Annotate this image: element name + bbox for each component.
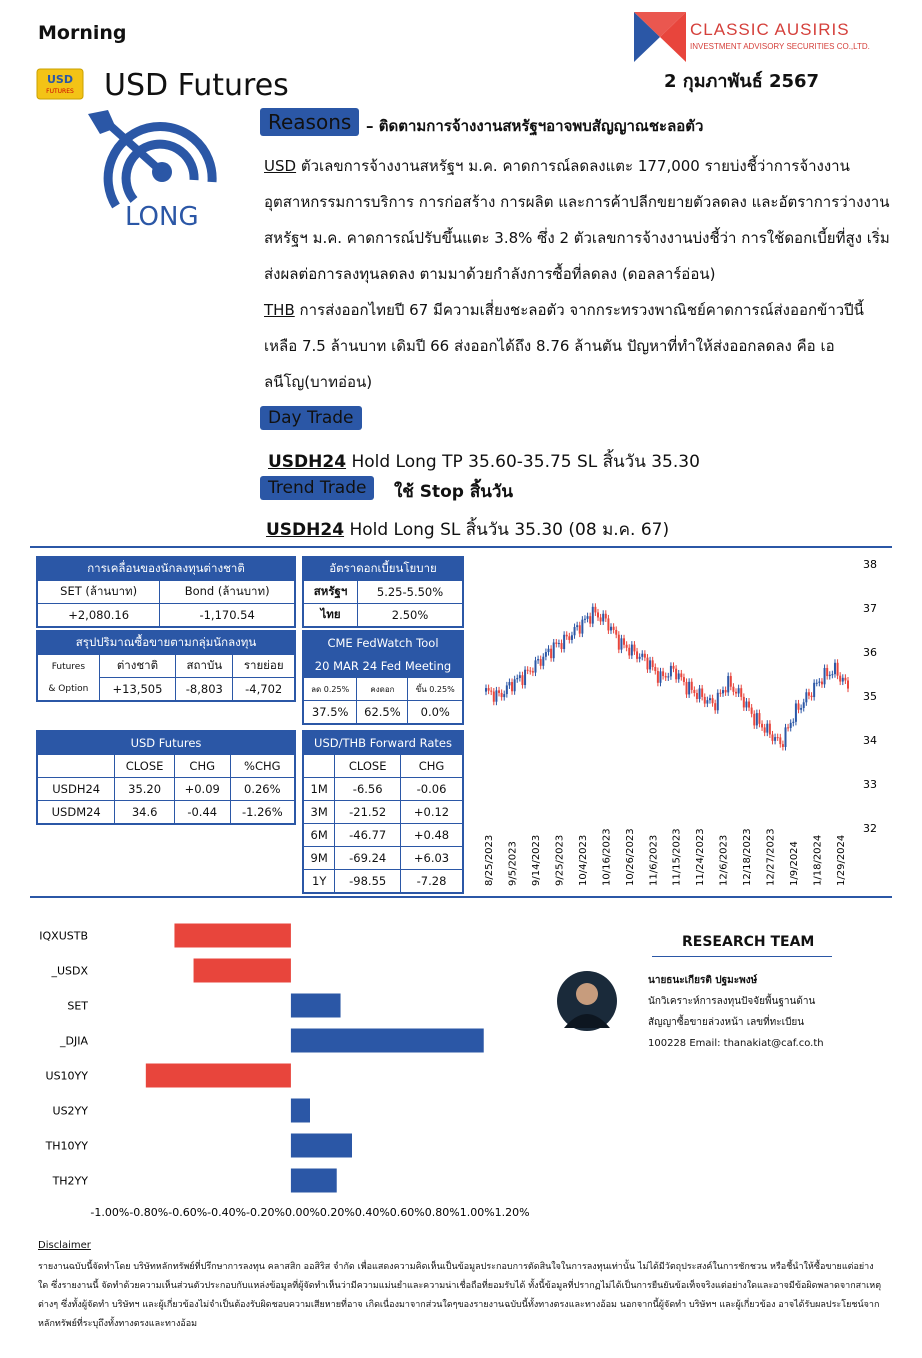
candle-body	[706, 700, 708, 703]
candle-body	[571, 635, 573, 640]
bar	[291, 994, 341, 1018]
candle-body	[553, 642, 555, 658]
session-label: Morning	[38, 22, 127, 44]
tenor-cell: 3M	[303, 801, 335, 824]
candle-body	[686, 682, 688, 694]
candle-body	[844, 678, 846, 681]
x-tick-label: 10/16/2023	[601, 828, 613, 886]
x-tick-label: 1/9/2024	[789, 841, 801, 886]
candle-body	[550, 649, 552, 658]
candle-body	[680, 673, 682, 677]
report-date: 2 กุมภาพันธ์ 2567	[664, 71, 820, 92]
investor-summary-title: สรุปปริมาณซื้อขายตามกลุ่มนักลงทุน	[37, 631, 295, 655]
fedwatch-table	[302, 630, 464, 725]
candle-body	[691, 682, 693, 690]
candle-body	[730, 676, 732, 687]
candle-body	[610, 627, 612, 631]
reasons-headline: – ติดตามการจ้างงานสหรัฐฯอาจพบสัญญาณชะลอตัว	[366, 117, 704, 135]
signal-label: LONG	[125, 202, 199, 232]
candle-body	[600, 617, 602, 621]
candle-body	[485, 688, 487, 692]
candle-body	[654, 667, 656, 671]
candle-body	[719, 693, 721, 694]
day-trade-symbol: USDH24	[268, 452, 347, 472]
close-cell: -98.55	[335, 870, 401, 894]
bar	[291, 1134, 352, 1158]
candle-body	[670, 666, 672, 676]
fedwatch-subtitle: 20 MAR 24 Fed Meeting	[303, 655, 463, 678]
header-cell: CHG	[401, 755, 463, 778]
category-label: US2YY	[52, 1104, 88, 1118]
candle-body	[725, 690, 727, 692]
header-cell: Bond (ล้านบาท)	[160, 581, 295, 604]
candle-body	[581, 620, 583, 634]
candle-body	[714, 703, 716, 710]
brand-name: CLASSIC AUSIRIS	[690, 20, 850, 39]
candle-body	[829, 675, 831, 676]
candle-body	[766, 724, 768, 733]
candle-body	[633, 645, 635, 652]
candle-body	[717, 693, 719, 710]
candle-body	[834, 663, 836, 674]
candle-body	[758, 713, 760, 724]
candle-body	[561, 643, 563, 649]
candle-body	[623, 638, 625, 644]
value-cell: -4,702	[233, 678, 295, 702]
day-trade-pill: Day Trade	[260, 406, 362, 430]
policy-rate-table	[302, 556, 464, 628]
chg-cell: +6.03	[401, 847, 463, 870]
candle-body	[542, 657, 544, 666]
x-tick-label: 1/29/2024	[836, 834, 847, 886]
analyst-line: สัญญาซื้อขายล่วงหน้า เลขที่ทะเบียน	[648, 1017, 805, 1028]
candle-body	[831, 674, 833, 675]
candle-body	[506, 685, 508, 694]
divider	[30, 896, 892, 898]
pchg-cell: -1.26%	[230, 801, 295, 825]
candle-body	[592, 607, 594, 624]
x-tick-label: 1/18/2024	[812, 834, 824, 886]
y-tick-label: 38	[863, 558, 877, 571]
candle-body	[712, 698, 714, 703]
header-cell: ลด 0.25%	[303, 678, 357, 701]
y-tick-label: 33	[863, 778, 877, 791]
x-tick-label: 11/24/2023	[695, 828, 707, 886]
x-tick-label: 10/4/2023	[577, 834, 589, 886]
market-change-bar-chart	[30, 912, 550, 1222]
header-cell: คงดอก	[357, 678, 408, 701]
x-tick-label: 10/26/2023	[624, 828, 636, 886]
candle-body	[792, 722, 794, 723]
candle-body	[693, 690, 695, 693]
candle-body	[652, 660, 654, 667]
candle-body	[782, 744, 784, 747]
candle-body	[657, 671, 659, 683]
candle-body	[784, 727, 786, 747]
candle-body	[837, 663, 839, 676]
candle-body	[769, 724, 771, 735]
candle-body	[579, 625, 581, 633]
close-cell: -69.24	[335, 847, 401, 870]
candle-body	[667, 676, 669, 677]
y-tick-label: 36	[863, 646, 877, 659]
candle-body	[699, 688, 701, 698]
x-tick-label: 9/14/2023	[530, 834, 542, 886]
bar	[291, 1169, 337, 1193]
candle-body	[735, 692, 737, 694]
logo-text: USD	[47, 73, 73, 86]
x-tick-label: 9/25/2023	[554, 834, 566, 886]
candle-body	[753, 714, 755, 726]
candle-body	[738, 688, 740, 693]
candle-body	[615, 630, 617, 635]
candle-body	[495, 690, 497, 701]
usd-futures-title: USD Futures	[37, 731, 295, 755]
disclaimer-heading: Disclaimer	[38, 1240, 91, 1251]
usd-candlestick-chart	[478, 552, 888, 892]
candle-body	[824, 668, 826, 684]
category-label: IQXUSTB	[39, 929, 88, 943]
bar	[146, 1064, 291, 1088]
candle-body	[761, 724, 763, 728]
header-cell: %CHG	[230, 755, 295, 778]
chg-cell: +0.09	[174, 778, 230, 801]
candle-body	[800, 708, 802, 710]
candle-body	[607, 618, 609, 630]
candle-body	[534, 660, 536, 672]
x-tick-label: 11/6/2023	[648, 834, 660, 886]
day-trade-line	[268, 448, 700, 475]
candle-body	[519, 675, 521, 678]
candle-body	[527, 670, 529, 671]
candle-body	[704, 697, 706, 704]
candle-body	[631, 645, 633, 656]
brand-logo-icon	[634, 12, 686, 62]
candle-body	[628, 648, 630, 656]
page-title: USD Futures	[104, 68, 289, 103]
header-cell: ขึ้น 0.25%	[408, 678, 463, 701]
x-tick-label: 12/18/2023	[742, 828, 754, 886]
candle-body	[587, 616, 589, 619]
usd-label: USD	[264, 157, 297, 175]
candle-body	[639, 657, 641, 659]
candle-body	[665, 676, 667, 677]
candle-body	[649, 660, 651, 669]
trend-trade-line	[266, 516, 669, 543]
y-tick-label: 32	[863, 822, 877, 835]
header-cell: CLOSE	[115, 755, 174, 778]
divider	[30, 546, 892, 548]
candle-body	[574, 627, 576, 635]
candle-body	[732, 687, 734, 692]
candle-body	[548, 649, 550, 652]
value-cell: -1,170.54	[160, 604, 295, 628]
candle-body	[842, 678, 844, 682]
candle-body	[594, 607, 596, 613]
candle-body	[847, 681, 849, 689]
close-cell: -21.52	[335, 801, 401, 824]
forward-rates-title: USD/THB Forward Rates	[303, 731, 463, 755]
value-cell: 62.5%	[357, 701, 408, 725]
category-label: US10YY	[45, 1069, 88, 1083]
candle-body	[696, 693, 698, 699]
rate-cell: 5.25-5.50%	[358, 581, 463, 604]
tenor-cell: 1Y	[303, 870, 335, 894]
analyst-email: 100228 Email: thanakiat@caf.co.th	[648, 1038, 824, 1049]
value-cell: +13,505	[99, 678, 175, 702]
candle-body	[709, 698, 711, 700]
candle-body	[751, 708, 753, 714]
forward-rates-table	[302, 730, 464, 894]
candle-body	[764, 727, 766, 732]
category-label: TH2YY	[52, 1174, 88, 1188]
header-cell: SET (ล้านบาท)	[37, 581, 160, 604]
header-cell: CHG	[174, 755, 230, 778]
candle-body	[532, 671, 534, 672]
chg-cell: +0.12	[401, 801, 463, 824]
logo-sub: FUTURES	[46, 88, 74, 95]
candle-body	[488, 688, 490, 691]
candle-body	[678, 673, 680, 679]
candle-body	[620, 638, 622, 649]
y-tick-label: 37	[863, 602, 877, 615]
candle-body	[545, 652, 547, 657]
candle-body	[771, 734, 773, 740]
bar	[194, 959, 291, 983]
candle-body	[529, 671, 531, 672]
candle-body	[576, 625, 578, 627]
category-label: TH10YY	[45, 1139, 88, 1153]
candle-body	[821, 682, 823, 685]
candle-body	[659, 671, 661, 682]
candle-body	[503, 694, 505, 697]
candle-body	[626, 645, 628, 648]
analyst-avatar	[556, 970, 618, 1032]
usd-futures-table	[36, 730, 296, 825]
candle-body	[683, 677, 685, 682]
pchg-cell: 0.26%	[230, 778, 295, 801]
candle-body	[646, 658, 648, 670]
research-team-title: RESEARCH TEAM	[682, 934, 815, 950]
category-label: SET	[67, 999, 88, 1013]
candle-body	[727, 676, 729, 692]
candle-body	[779, 737, 781, 744]
candle-body	[566, 635, 568, 637]
thb-label: THB	[264, 301, 295, 319]
candle-body	[589, 616, 591, 623]
country-cell: ไทย	[303, 604, 358, 628]
close-cell: 35.20	[115, 778, 174, 801]
trend-trade-pill: Trend Trade	[260, 476, 374, 500]
candle-body	[537, 659, 539, 660]
analyst-name: นายธนะเกียรติ ปฐมะพงษ์	[648, 975, 758, 986]
trend-trade-stop: ใช้ Stop สิ้นวัน	[394, 482, 514, 502]
day-trade-text: Hold Long TP 35.60-35.75 SL สิ้นวัน 35.30	[346, 452, 700, 472]
chg-cell: -0.44	[174, 801, 230, 825]
y-tick-label: 35	[863, 690, 877, 703]
rate-cell: 2.50%	[358, 604, 463, 628]
policy-rate-title: อัตราดอกเบี้ยนโยบาย	[303, 557, 463, 581]
disclaimer-text: รายงานฉบับนี้จัดทำโดย บริษัทหลักทรัพย์ที่ปรึกษาการลงทุน คลาสสิก ออสิริส จำกัด เพื่อแสดงความคิดเห็นเป็นข้อมูลประกอบการตัดสินใจในการลงทุนเท่านั้น ไม่ได้มีวัตถุประสงค์ในการชักชวน หรือชี้นำให้ซื้อขายแต่อย่างใด ซึ่งรายงานนี้ จัดทำด้วยความเห็นส่วนตัวประกอบกับแหล่งข้อมูลที่ผู้จัดทำเห็นว่ามีความแม่นยำและความน่าเชื่อถือที่ยอมรับได้ ทั้งนี้ข้อมูลที่ปรากฏไม่ได้เป็นการยืนยันข้อเท็จจริงแต่อย่างใดและอาจมีข้อผิดพลาดจากสาเหตุต่างๆ ซึ่งทั้งผู้จัดทำ บริษัทฯ และผู้เกี่ยวข้องไม่จำเป็นต้องรับผิดชอบความเสียหายที่อาจ เกิดเนื่องมาจากส่วนใดๆของรายงานฉบับนี้ทั้งทางตรงและทางอ้อม นอกจากนี้ผู้จัดทำ บริษัทฯ และผู้เกี่ยวข้อง อาจได้รับผลประโยชน์จากหลักทรัพย์ที่ระบุถึงทั้งทางตรงและทางอ้อม	[38, 1262, 882, 1329]
row-label: Futures	[51, 661, 86, 672]
symbol-cell: USDM24	[37, 801, 115, 825]
x-tick-label: 12/27/2023	[765, 828, 777, 886]
trend-trade-symbol: USDH24	[266, 520, 345, 540]
usd-futures-logo	[36, 68, 84, 100]
candle-body	[740, 688, 742, 697]
value-cell: 0.0%	[408, 701, 463, 725]
candle-body	[688, 682, 690, 695]
reasons-pill: Reasons	[260, 108, 359, 136]
candle-body	[493, 692, 495, 702]
candle-body	[602, 614, 604, 622]
candle-body	[605, 614, 607, 619]
close-cell: -46.77	[335, 824, 401, 847]
tenor-cell: 9M	[303, 847, 335, 870]
candle-body	[777, 737, 779, 738]
thb-text: การส่งออกไทยปี 67 มีความเสี่ยงชะลอตัว จากกระทรวงพาณิชย์คาดการณ์ส่งออกข้าวปีนี้เหลือ 7.5 ล้านบาท เดิมปี 66 ส่งออกได้ถึง 8.76 ล้านตัน ปัญหาที่ทำให้ส่งออกลดลง คือ เอลนีโญ(บาทอ่อน)	[264, 301, 864, 391]
candle-body	[555, 642, 557, 643]
candle-body	[818, 682, 820, 683]
candle-body	[798, 703, 800, 709]
usd-text: ตัวเลขการจ้างงานสหรัฐฯ ม.ค. คาดการณ์ลดลงแตะ 177,000 รายบ่งชี้ว่าการจ้างงานอุตสาหกรรมการบริการ การก่อสร้าง การผลิต และการค้าปลีกขยายตัวลดลง และอัตราการว่างงานสหรัฐฯ ม.ค. คาดการณ์ปรับขึ้นแตะ 3.8% ซึ่ง 2 ตัวเลขการจ้างงานบ่งชี้ว่า การใช้ดอกเบี้ยที่สูง เริ่มส่งผลต่อการลงทุนลดลง ตามมาด้วยกำลังการซื้อที่ลดลง (ดอลลาร์อ่อน)	[264, 157, 890, 283]
candle-body	[748, 702, 750, 708]
header-cell: ต่างชาติ	[99, 655, 175, 678]
category-label: _DJIA	[60, 1034, 88, 1048]
candle-body	[813, 683, 815, 697]
bar	[291, 1099, 310, 1123]
category-label: _USDX	[51, 964, 88, 978]
candle-body	[568, 636, 570, 640]
bar	[174, 924, 290, 948]
x-tick-label: 8/25/2023	[484, 834, 495, 886]
y-tick-label: 34	[863, 734, 877, 747]
analyst-line: นักวิเคราะห์การลงทุนปัจจัยพื้นฐานด้าน	[648, 996, 816, 1007]
candle-body	[597, 612, 599, 617]
tenor-cell: 1M	[303, 778, 335, 801]
candle-body	[584, 619, 586, 620]
candle-body	[516, 678, 518, 679]
close-cell: -6.56	[335, 778, 401, 801]
x-tick-label: 9/5/2023	[507, 841, 519, 886]
candle-body	[816, 683, 818, 684]
candle-body	[756, 713, 758, 725]
chg-cell: -7.28	[401, 870, 463, 894]
candle-body	[514, 679, 516, 691]
chg-cell: -0.06	[401, 778, 463, 801]
header-cell: สถาบัน	[176, 655, 233, 678]
candle-body	[558, 643, 560, 644]
brand-subtitle: INVESTMENT ADVISORY SECURITIES CO.,LTD.	[690, 42, 870, 51]
investor-summary-table	[36, 630, 296, 702]
candle-body	[511, 682, 513, 691]
candle-body	[675, 669, 677, 680]
foreign-flow-title: การเคลื่อนของนักลงทุนต่างชาติ	[37, 557, 295, 581]
candle-body	[644, 654, 646, 658]
candle-body	[743, 697, 745, 708]
header-cell: CLOSE	[335, 755, 401, 778]
tenor-cell: 6M	[303, 824, 335, 847]
chg-cell: +0.48	[401, 824, 463, 847]
row-label: & Option	[48, 683, 89, 694]
country-cell: สหรัฐฯ	[303, 581, 358, 604]
candle-body	[490, 691, 492, 692]
value-cell: +2,080.16	[37, 604, 160, 628]
candle-body	[618, 635, 620, 650]
candle-body	[795, 703, 797, 721]
candle-body	[524, 670, 526, 685]
candle-body	[508, 682, 510, 685]
x-tick-label: 11/15/2023	[671, 828, 683, 886]
candle-body	[722, 690, 724, 693]
candle-body	[745, 702, 747, 708]
candle-body	[540, 659, 542, 666]
candle-body	[613, 627, 615, 630]
research-divider	[652, 956, 832, 957]
analyst-info	[648, 970, 824, 1054]
candle-body	[826, 668, 828, 676]
trend-trade-text: Hold Long SL สิ้นวัน 35.30 (08 ม.ค. 67)	[344, 520, 670, 540]
candle-body	[701, 688, 703, 696]
candle-body	[662, 671, 664, 676]
fedwatch-title: CME FedWatch Tool	[303, 631, 463, 655]
candle-body	[521, 675, 523, 685]
candle-body	[808, 692, 810, 695]
candle-body	[803, 702, 805, 708]
candle-body	[501, 693, 503, 697]
candle-body	[790, 723, 792, 728]
x-tick-label: 12/6/2023	[718, 834, 730, 886]
candle-body	[805, 692, 807, 702]
value-cell: -8,803	[176, 678, 233, 702]
candle-body	[563, 635, 565, 649]
candle-body	[498, 690, 500, 692]
close-cell: 34.6	[115, 801, 174, 825]
candle-body	[839, 676, 841, 682]
header-cell: รายย่อย	[233, 655, 295, 678]
candle-body	[636, 651, 638, 658]
candle-body	[811, 696, 813, 697]
candle-body	[774, 737, 776, 741]
reasons-body	[264, 148, 894, 400]
x-tick-labels: -1.00%-0.80%-0.60%-0.40%-0.20%0.00%0.20%0.40%0.60%0.80%1.00%1.20%	[90, 1206, 530, 1219]
candle-body	[673, 666, 675, 669]
symbol-cell: USDH24	[37, 778, 115, 801]
candle-body	[787, 727, 789, 728]
value-cell: 37.5%	[303, 701, 357, 725]
candle-body	[641, 654, 643, 657]
bar	[291, 1029, 484, 1053]
foreign-flow-table	[36, 556, 296, 628]
